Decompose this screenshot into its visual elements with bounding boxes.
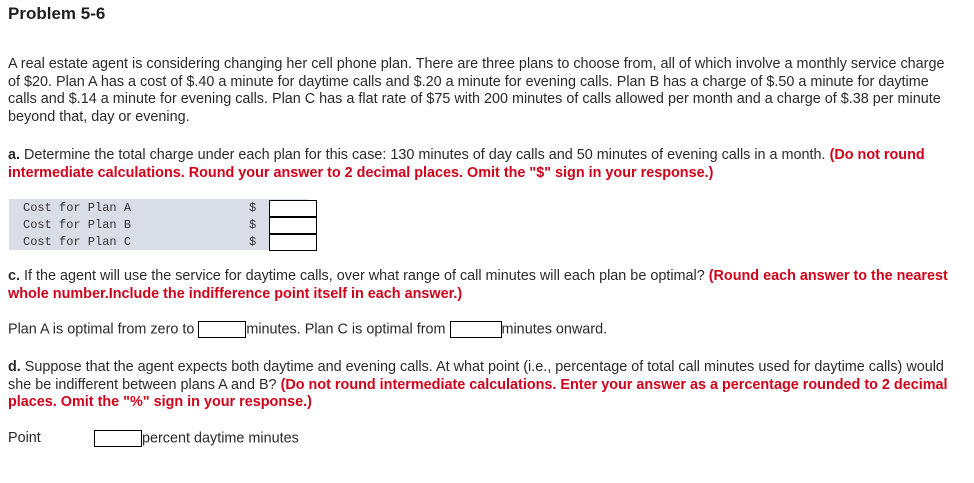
plan-c-range-text: minutes. Plan C is optimal from bbox=[246, 321, 450, 338]
part-d-text: Suppose that the agent expects both daytime and evening calls. At what point (i.e., percentage of total call minutes used for daytime calls) would she be indifferent between plans A and B? bbox=[8, 359, 944, 393]
plan-b-cost-label: Cost for Plan B bbox=[23, 218, 132, 232]
part-a-text: Determine the total charge under each plan for this case: 130 minutes of day calls and 50 minutes of evening calls in a month. bbox=[20, 147, 830, 163]
part-c-question bbox=[8, 268, 958, 303]
part-d-question bbox=[8, 359, 958, 412]
part-c-instruction: (Round each answer to the nearest whole number.Include the indifference point itself in each answer.) bbox=[8, 268, 948, 302]
plan-b-cost-row bbox=[23, 217, 308, 234]
part-c-text: If the agent will use the service for daytime calls, over what range of call minutes will each plan be optimal? bbox=[20, 268, 709, 284]
plan-a-cost-row bbox=[23, 200, 308, 217]
plan-c-optimal-input[interactable] bbox=[450, 321, 502, 338]
indifference-point-input[interactable] bbox=[94, 430, 142, 447]
plan-a-optimal-input[interactable] bbox=[198, 321, 246, 338]
part-a-instruction: (Do not round intermediate calculations. Round your answer to 2 decimal places. Omit the "$" sign in your response.) bbox=[8, 147, 925, 181]
plan-a-currency: $ bbox=[249, 201, 257, 215]
part-d-answer-line bbox=[8, 430, 41, 448]
plan-c-cost-input[interactable] bbox=[269, 234, 317, 251]
page-title: Problem 5-6 bbox=[8, 4, 106, 23]
part-c-answer-line bbox=[8, 321, 607, 339]
plan-c-cost-row bbox=[23, 234, 308, 251]
plan-a-cost-label: Cost for Plan A bbox=[23, 201, 132, 215]
plan-b-cost-input[interactable] bbox=[269, 217, 317, 234]
plan-c-range-suffix: minutes onward. bbox=[501, 321, 608, 338]
part-a-question bbox=[8, 147, 958, 182]
problem-intro: A real estate agent is considering changing her cell phone plan. There are three plans to choose from, all of which involve a monthly service charge of $20. Plan A has a cost of $.40 a minute for daytime calls and $.20 a minute for evening calls. Plan B has a charge of $.50 a minute for daytime calls and $.14 a minute for evening calls. Plan C has a flat rate of $75 with 200 minutes of calls allowed per month and a charge of $.38 per minute beyond that, day or evening. bbox=[8, 56, 945, 125]
plan-c-currency: $ bbox=[249, 235, 257, 249]
plan-a-cost-input[interactable] bbox=[269, 200, 317, 217]
plan-cost-table bbox=[9, 199, 308, 250]
percent-daytime-suffix: percent daytime minutes bbox=[142, 430, 299, 447]
point-label: Point bbox=[8, 430, 41, 446]
part-d-label: d. bbox=[8, 359, 21, 375]
plan-b-currency: $ bbox=[249, 218, 257, 232]
part-d-instruction: (Do not round intermediate calculations. Enter your answer as a percentage rounded to 2 decimal places. Omit the "%" sign in your response.) bbox=[8, 376, 948, 410]
plan-c-cost-label: Cost for Plan C bbox=[23, 235, 132, 249]
plan-a-range-text: Plan A is optimal from zero to bbox=[8, 321, 199, 338]
part-d-answer-field bbox=[94, 430, 299, 448]
part-a-label: a. bbox=[8, 147, 21, 163]
part-c-label: c. bbox=[8, 268, 21, 284]
